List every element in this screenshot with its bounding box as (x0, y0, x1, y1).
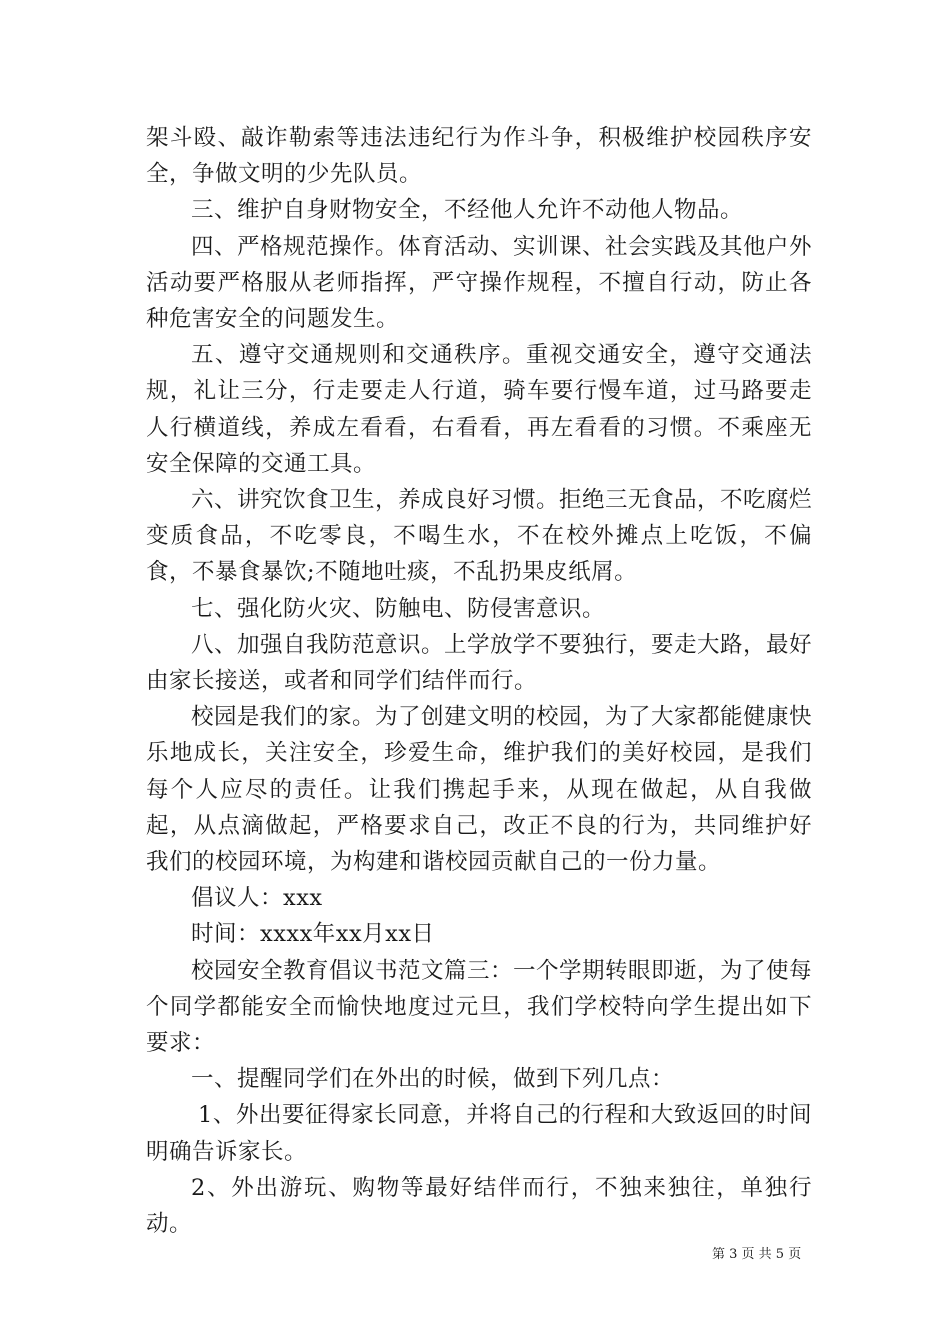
page-number: 第 3 页 共 5 页 (712, 1247, 802, 1262)
document-body (146, 120, 812, 1242)
paragraph-5: 六、讲究饮食卫生，养成良好习惯。拒绝三无食品，不吃腐烂变质食品，不吃零良，不喝生水，不在校外摊点上吃饭，不偏食，不暴食暴饮;不随地吐痰，不乱扔果皮纸屑。 (146, 487, 813, 586)
paragraph-2: 三、维护自身财物安全，不经他人允许不动他人物品。 (191, 197, 744, 224)
paragraph-12: 一、提醒同学们在外出的时候，做到下列几点： (191, 1066, 675, 1093)
paragraph-1: 架斗殴、敲诈勒索等违法违纪行为作斗争，积极维护校园秩序安全，争做文明的少先队员。 (146, 125, 812, 188)
paragraph-4: 五、遵守交通规则和交通秩序。重视交通安全，遵守交通法规，礼让三分，行走要走人行道，骑车要行慢车道，过马路要走人行横道线，养成左看看，右看看，再左看看的习惯。不乘座无安全保障的交通工具。 (146, 342, 812, 477)
paragraph-11: 校园安全教育倡议书范文篇三：一个学期转眼即逝，为了使每个同学都能安全而愉快地度过元旦，我们学校特向学生提出如下要求： (146, 957, 813, 1057)
date-line: 时间：xxxx年xx月xx日 (191, 921, 435, 948)
signer-line: 倡议人：xxx (191, 885, 323, 912)
paragraph-8: 校园是我们的家。为了创建文明的校园，为了大家都能健康快乐地成长，关注安全，珍爱生命，维护我们的美好校园，是我们每个人应尽的责任。让我们携起手来，从现在做起，从自我做起，从点滴做起，严格要求自己，改正不良的行为，共同维护好我们的校园环境，为构建和谐校园贡献自己的一份力量。 (146, 704, 813, 876)
paragraph-7: 八、加强自我防范意识。上学放学不要独行，要走大路，最好由家长接送，或者和同学们结伴而行。 (146, 631, 813, 695)
paragraph-13: 1、外出要征得家长同意，并将自己的行程和大致返回的时间明确告诉家长。 (146, 1102, 812, 1165)
paragraph-3: 四、严格规范操作。体育活动、实训课、社会实践及其他户外活动要严格服从老师指挥，严守操作规程，不擅自行动，防止各种危害安全的问题发生。 (146, 233, 813, 333)
paragraph-14: 2、外出游玩、购物等最好结伴而行，不独来独往，单独行动。 (146, 1174, 812, 1238)
paragraph-6: 七、强化防火灾、防触电、防侵害意识。 (191, 595, 606, 622)
